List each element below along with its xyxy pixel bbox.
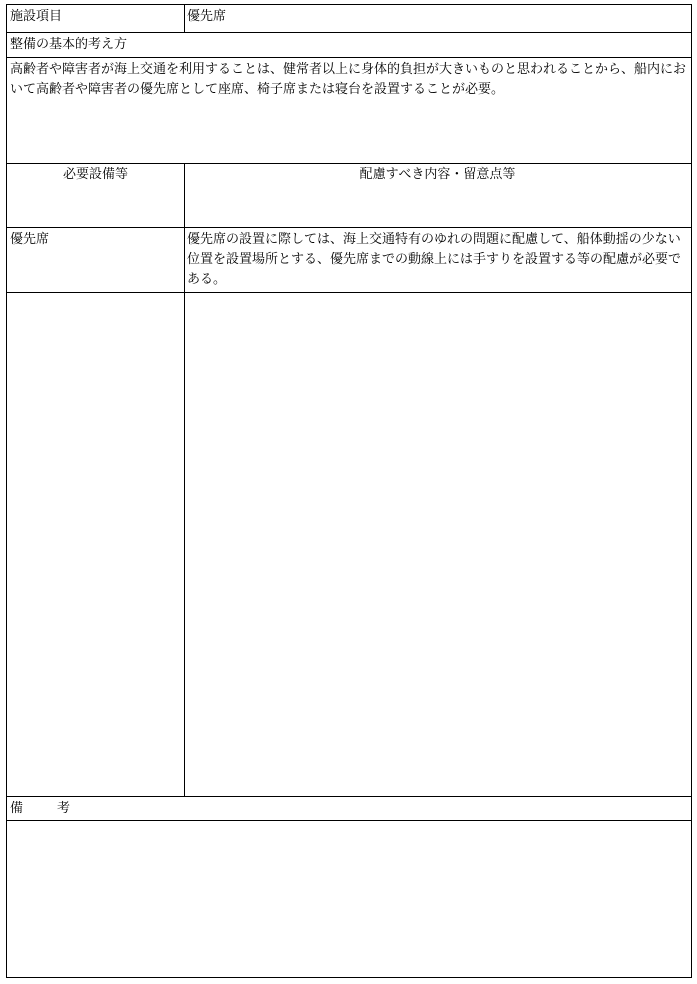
table-row-notes: 優先席の設置に際しては、海上交通特有のゆれの問題に配慮して、船体動揺の少ない位置を設置場所とする、優先席までの動線上には手すりを設置する等の配慮が必要である。: [187, 232, 682, 287]
basic-heading: 整備の基本的考え方: [10, 37, 128, 52]
item-value: 優先席: [187, 9, 227, 24]
col-header-equipment: 必要設備等: [62, 167, 128, 182]
remarks-label-second: 考: [57, 801, 71, 816]
item-label: 施設項目: [10, 9, 63, 24]
facility-sheet: [6, 4, 692, 978]
empty-equipment-cell: [7, 293, 184, 796]
remarks-label-first: 備: [10, 801, 24, 816]
basic-text: 高齢者や障害者が海上交通を利用することは、健常者以上に身体的負担が大きいものと思われることから、船内において高齢者や障害者の優先席として座席、椅子席または寝台を設置することが必要。: [10, 62, 687, 97]
empty-notes-cell: [184, 293, 691, 796]
col-header-notes: 配慮すべき内容・留意点等: [359, 167, 516, 182]
table-row-equipment: 優先席: [10, 232, 50, 247]
remarks-label: [7, 797, 691, 820]
divider-after-basic-text: [7, 163, 691, 164]
remarks-body: [7, 821, 691, 977]
